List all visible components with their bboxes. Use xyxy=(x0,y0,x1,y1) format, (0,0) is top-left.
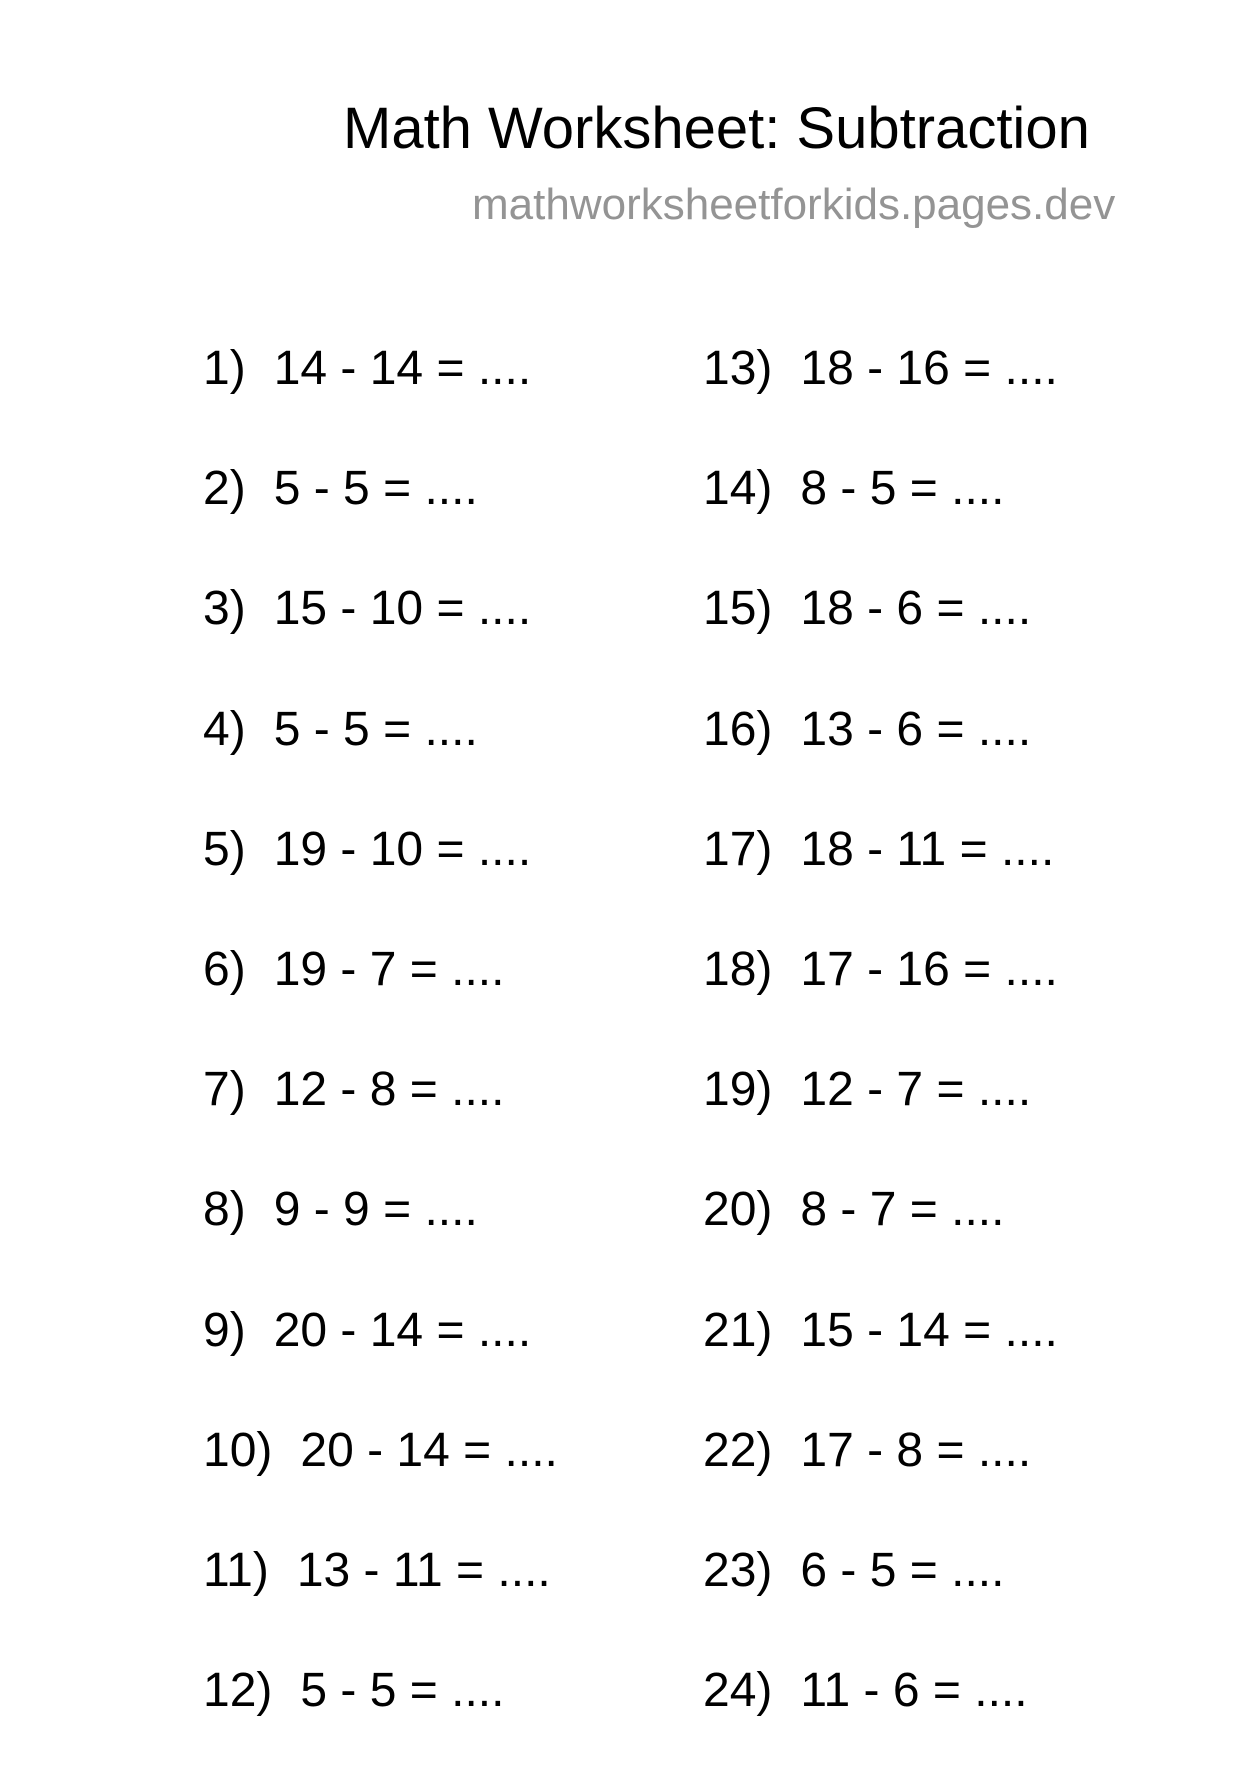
problem-row xyxy=(703,1183,1223,1306)
problem-row xyxy=(703,1543,1223,1667)
problem-expression: 12 - 7 = .... xyxy=(800,1063,1032,1117)
problem-expression: 18 - 6 = .... xyxy=(800,582,1032,636)
problem-expression: 17 - 16 = .... xyxy=(800,942,1058,996)
problem-number: 22) xyxy=(703,1423,773,1477)
problem-expression: 15 - 14 = .... xyxy=(800,1303,1058,1357)
problem-row xyxy=(203,1423,723,1547)
problem-expression: 19 - 7 = .... xyxy=(273,942,505,996)
problem-number: 5) xyxy=(203,822,246,876)
problem-number: 23) xyxy=(703,1543,773,1597)
problem-expression: 13 - 6 = .... xyxy=(800,702,1032,756)
problem-number: 24) xyxy=(703,1664,773,1718)
problem-expression: 5 - 5 = .... xyxy=(300,1664,505,1718)
problem-number: 10) xyxy=(203,1423,273,1477)
problem-number: 18) xyxy=(703,942,773,996)
problem-number: 9) xyxy=(203,1303,246,1357)
problem-expression: 18 - 16 = .... xyxy=(800,342,1058,395)
problem-number: 6) xyxy=(203,942,246,996)
problem-expression: 13 - 11 = .... xyxy=(296,1543,551,1597)
problem-expression: 15 - 10 = .... xyxy=(273,582,532,636)
problem-expression: 18 - 11 = .... xyxy=(800,822,1055,876)
problem-row xyxy=(703,582,1223,705)
problem-row xyxy=(203,462,723,585)
problem-number: 20) xyxy=(703,1183,773,1237)
problems-column-right xyxy=(703,342,1223,1787)
problem-expression: 20 - 14 = .... xyxy=(300,1423,558,1477)
problem-row xyxy=(203,1664,723,1787)
problem-row xyxy=(203,1543,723,1667)
problem-expression: 8 - 7 = .... xyxy=(800,1183,1005,1237)
problem-row xyxy=(703,1664,1223,1787)
problem-number: 17) xyxy=(703,822,773,876)
page-subtitle: mathworksheetforkids.pages.dev xyxy=(472,180,1116,229)
problem-expression: 6 - 5 = .... xyxy=(800,1543,1005,1597)
problem-row xyxy=(703,342,1223,465)
problem-row xyxy=(703,462,1223,585)
problem-expression: 20 - 14 = .... xyxy=(273,1303,532,1357)
problem-row xyxy=(703,942,1223,1066)
problem-row xyxy=(203,822,723,946)
problem-number: 16) xyxy=(703,702,773,756)
problem-row xyxy=(203,1303,723,1427)
problem-expression: 19 - 10 = .... xyxy=(273,822,532,876)
problem-row xyxy=(703,1063,1223,1186)
problem-expression: 5 - 5 = .... xyxy=(273,702,478,756)
page-title: Math Worksheet: Subtraction xyxy=(343,96,1090,161)
problem-expression: 17 - 8 = .... xyxy=(800,1423,1032,1477)
problem-number: 8) xyxy=(203,1183,246,1237)
problem-number: 2) xyxy=(203,462,246,516)
problem-number: 1) xyxy=(203,342,246,395)
problem-number: 13) xyxy=(703,342,773,395)
problem-row xyxy=(703,1303,1223,1427)
problem-expression: 5 - 5 = .... xyxy=(273,462,478,516)
problem-expression: 14 - 14 = .... xyxy=(273,342,532,395)
problem-number: 19) xyxy=(703,1063,773,1117)
problem-number: 14) xyxy=(703,462,773,516)
problem-number: 15) xyxy=(703,582,773,636)
problem-number: 12) xyxy=(203,1664,273,1718)
problem-number: 4) xyxy=(203,702,246,756)
problem-number: 3) xyxy=(203,582,246,636)
problem-expression: 11 - 6 = .... xyxy=(800,1664,1028,1718)
problem-row xyxy=(203,942,723,1066)
problem-number: 11) xyxy=(203,1543,269,1597)
problem-row xyxy=(203,582,723,705)
problem-row xyxy=(203,342,723,465)
problem-number: 21) xyxy=(703,1303,773,1357)
problem-row xyxy=(703,702,1223,826)
problem-expression: 9 - 9 = .... xyxy=(273,1183,478,1237)
problem-expression: 12 - 8 = .... xyxy=(273,1063,505,1117)
problem-row xyxy=(203,702,723,826)
problem-row xyxy=(703,1423,1223,1547)
problem-row xyxy=(703,822,1223,946)
problem-expression: 8 - 5 = .... xyxy=(800,462,1005,516)
problem-row xyxy=(203,1183,723,1306)
problem-number: 7) xyxy=(203,1063,246,1117)
problems-column-left xyxy=(203,342,723,1787)
problem-row xyxy=(203,1063,723,1186)
